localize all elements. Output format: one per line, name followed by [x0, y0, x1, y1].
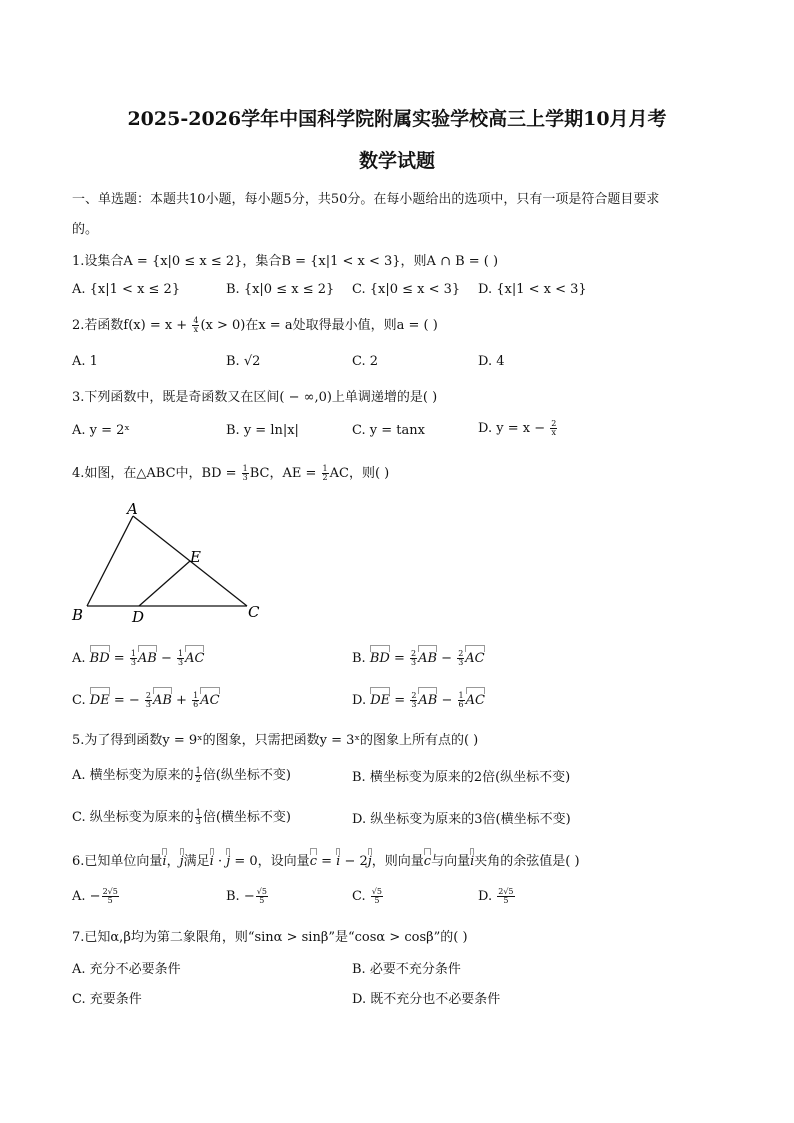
q7-option-a: A. 充分不必要条件: [72, 962, 181, 977]
q3-option-a: A. y = 2ˣ: [72, 423, 130, 438]
q1-option-a: A. {x|1 < x ≤ 2}: [72, 282, 181, 297]
q2-option-a: A. 1: [72, 354, 98, 369]
section-intro-line2: 的。: [72, 222, 99, 237]
q4-option-b: B. BD = $\frac{2}{3}$ AB − $\frac{2}{3}$ AC: [352, 649, 485, 667]
label-a: A: [127, 500, 138, 518]
q1-option-c: C. {x|0 ≤ x < 3}: [352, 282, 461, 297]
q4-stem: 4.如图，在△ABC中，BD = $\frac{1}{3}$ BC，AE = $\frac{1}{2}$ AC，则( ): [72, 464, 390, 482]
exam-subtitle: 数学试题: [358, 150, 435, 172]
section-intro-line1: 一、单选题：本题共10小题，每小题5分，共50分。在每小题给出的选项中，只有一项是符合题目要求: [72, 192, 660, 207]
q5-option-a: A. 横坐标变为原来的 $\frac{1}{2}$ 倍(纵坐标不变): [72, 766, 291, 784]
q4-option-a: A. BD = $\frac{1}{3}$ AB − $\frac{1}{3}$ AC: [72, 649, 205, 667]
q5-option-d: D. 纵坐标变为原来的3倍(横坐标不变): [352, 812, 571, 827]
label-e: E: [190, 548, 201, 566]
q3-option-c: C. y = tanx: [352, 423, 425, 438]
q6-option-c: C. $\frac{√5}{5}$: [352, 887, 382, 905]
q4-option-d: D. DE = $\frac{2}{3}$ AB − $\frac{1}{6}$ AC: [352, 691, 485, 709]
q6-option-d: D. $\frac{2√5}{5}$: [478, 887, 514, 905]
label-d: D: [132, 608, 145, 626]
q5-option-c: C. 纵坐标变为原来的 $\frac{1}{3}$ 倍(横坐标不变): [72, 808, 291, 826]
side-ab: [87, 516, 133, 606]
q1-stem: 1.设集合A = {x|0 ≤ x ≤ 2}，集合B = {x|1 < x < 3}，则A ∩ B = ( ): [72, 254, 499, 269]
q2-fraction: $\frac{4}{x}$: [193, 316, 199, 334]
q2-option-d: D. 4: [478, 354, 505, 369]
q7-stem: 7.已知α,β均为第二象限角，则“sinα > sinβ”是“cosα > cosβ”的( ): [72, 930, 468, 945]
q5-stem: 5.为了得到函数y = 9ˣ的图象，只需把函数y = 3ˣ的图象上所有点的( ): [72, 733, 479, 748]
q3-stem: 3.下列函数中，既是奇函数又在区间( − ∞,0)上单调递增的是( ): [72, 390, 438, 405]
q7-option-c: C. 充要条件: [72, 992, 142, 1007]
q2-stem: [72, 314, 438, 334]
q7-option-b: B. 必要不充分条件: [352, 962, 461, 977]
q6-option-a: A. − $\frac{2√5}{5}$: [72, 887, 118, 905]
q3-option-d: D. y = x − $\frac{2}{x}$: [478, 419, 557, 437]
q3-option-b: B. y = ln|x|: [226, 423, 299, 438]
q1-option-b: B. {x|0 ≤ x ≤ 2}: [226, 282, 335, 297]
label-b: B: [72, 606, 84, 624]
q2-option-c: C. 2: [352, 354, 379, 369]
q5-option-b: B. 横坐标变为原来的2倍(纵坐标不变): [352, 770, 571, 785]
q4-option-c: C. DE = − $\frac{2}{3}$ AB + $\frac{1}{6}$ AC: [72, 691, 220, 709]
q1-option-d: D. {x|1 < x < 3}: [478, 282, 587, 297]
triangle-figure: [66, 500, 266, 630]
q2-stem-pre: 2.若函数f(x) = x +: [72, 318, 192, 333]
segment-de: [139, 561, 190, 606]
q2-option-b: B. √2: [226, 354, 261, 369]
label-c: C: [248, 603, 260, 621]
q6-option-b: B. − $\frac{√5}{5}$: [226, 887, 267, 905]
exam-title: 2025-2026学年中国科学院附属实验学校高三上学期10月月考: [127, 108, 667, 130]
q2-stem-post: (x > 0)在x = a处取得最小值，则a = ( ): [200, 318, 438, 333]
q7-option-d: D. 既不充分也不必要条件: [352, 992, 501, 1007]
q6-stem: 6.已知单位向量i，j满足i · j = 0，设向量c = i − 2j，则向量c与向量i夹角的余弦值是( ): [72, 854, 580, 869]
